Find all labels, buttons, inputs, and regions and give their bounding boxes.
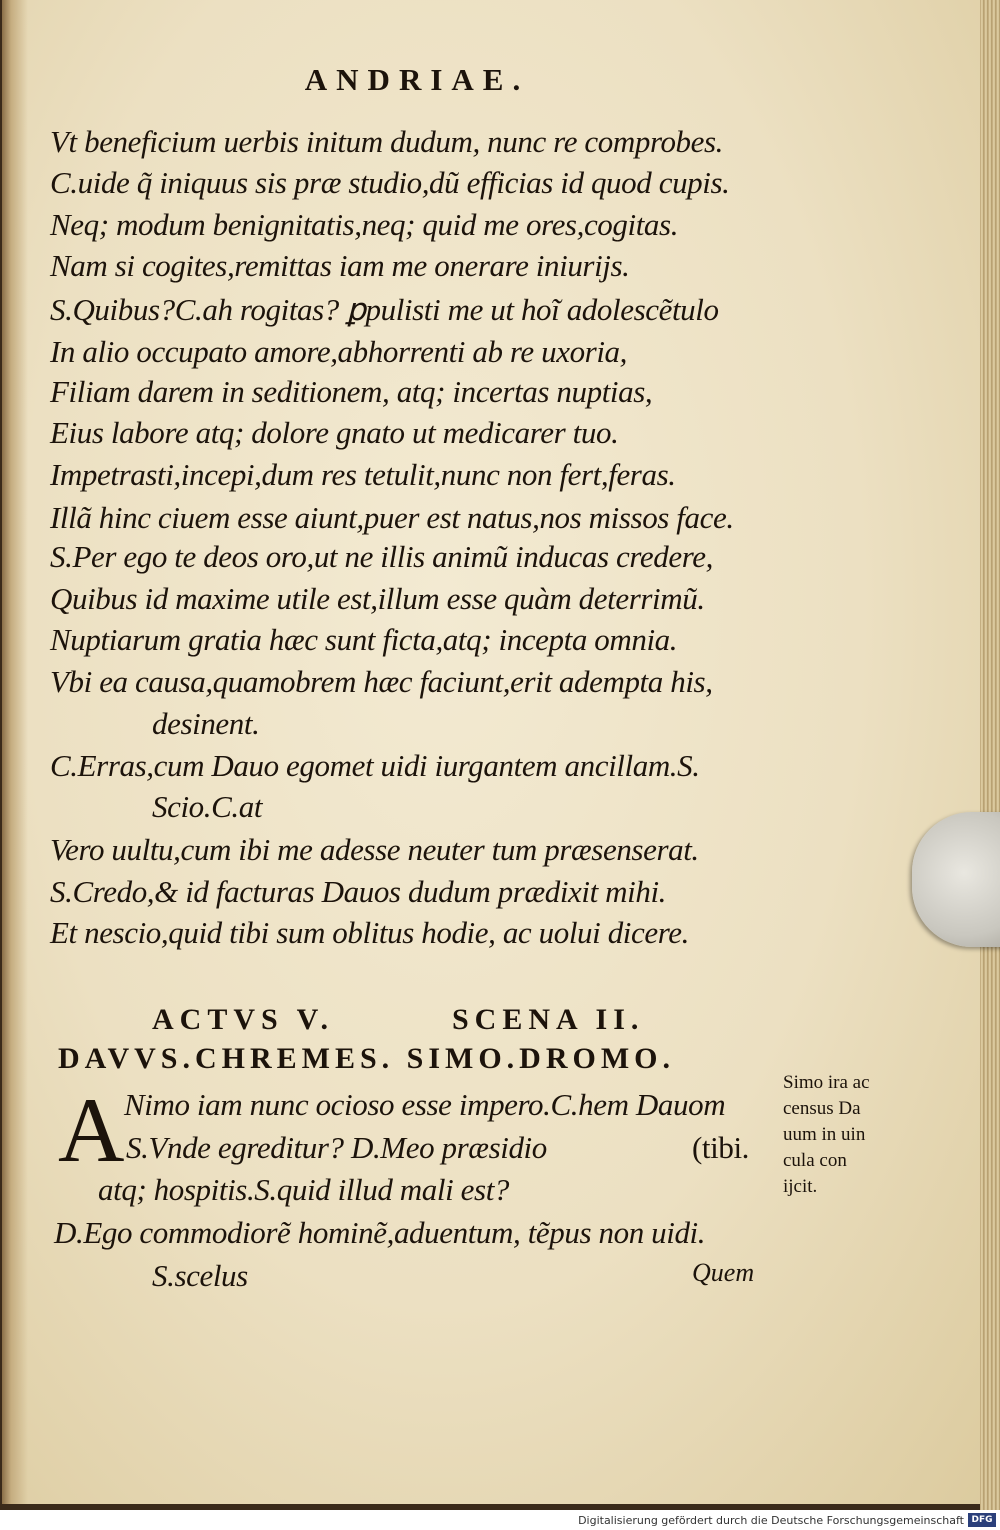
margin-note-line: uum in uin [783, 1124, 866, 1145]
text-line: C.Erras,cum Dauo egomet uidi iurgantem ancillam.S. [50, 748, 700, 783]
text-line: Nimo iam nunc ocioso esse impero.C.hem Dauom [124, 1087, 726, 1122]
margin-note [783, 1070, 870, 1200]
text-line: Illã hinc ciuem esse aiunt,puer est natus,nos missos face. [50, 500, 734, 535]
margin-note-line: cula con [783, 1150, 847, 1171]
text-line: In alio occupato amore,abhorrenti ab re uxoria, [50, 334, 628, 369]
dfg-logo: DFG [968, 1513, 996, 1527]
text-line: D.Ego commodiorẽ hominẽ,aduentum, tẽpus non uidi. [54, 1215, 706, 1250]
text-line: desinent. [152, 706, 260, 741]
margin-note-line: census Da [783, 1098, 861, 1119]
text-line: S.Per ego te deos oro,ut ne illis animũ inducas credere, [50, 539, 713, 574]
running-head: ANDRIAE. [304, 62, 530, 97]
text-line: Eius labore atq; dolore gnato ut medicarer tuo. [50, 415, 619, 450]
drop-cap: A [58, 1079, 125, 1181]
text-line: Nuptiarum gratia hæc sunt ficta,atq; incepta omnia. [50, 622, 678, 657]
text-line: Et nescio,quid tibi sum oblitus hodie, ac uolui dicere. [50, 915, 689, 950]
character-list: DAVVS.CHREMES. SIMO.DROMO. [58, 1042, 675, 1075]
text-line: Filiam darem in seditionem, atq; incertas nuptias, [50, 374, 653, 409]
text-line: Quibus id maxime utile est,illum esse quàm deterrimũ. [50, 581, 705, 616]
catchword: Quem [692, 1258, 755, 1287]
text-line: (tibi. [692, 1130, 750, 1165]
text-line: S.scelus [152, 1258, 248, 1293]
text-line: atq; hospitis.S.quid illud mali est? [98, 1172, 510, 1207]
text-line: Vero uultu,cum ibi me adesse neuter tum præsenserat. [50, 832, 699, 867]
text-line: S.Vnde egreditur? D.Meo præsidio [126, 1130, 547, 1165]
book-page [2, 0, 983, 1504]
text-line: Impetrasti,incepi,dum res tetulit,nunc non fert,feras. [50, 457, 676, 492]
text-line: Scio.C.at [152, 789, 263, 824]
page-gutter [2, 0, 28, 1504]
footer-bar [0, 1510, 1000, 1530]
margin-note-line: Simo ira ac [783, 1072, 870, 1093]
text-line: S.Quibus?C.ah rogitas? ꝑpulisti me ut hoĩ adolescẽtulo [50, 292, 719, 327]
funding-credit: Digitalisierung gefördert durch die Deutsche Forschungsgemeinschaft [578, 1514, 964, 1527]
text-line: Vbi ea causa,quamobrem hæc faciunt,erit adempta his, [50, 664, 713, 699]
text-line: Vt beneficium uerbis initum dudum, nunc re comprobes. [50, 124, 724, 159]
text-line: Neq; modum benignitatis,neq; quid me ores,cogitas. [50, 207, 679, 242]
text-line: C.uide q̃ iniquus sis præ studio,dũ efficias id quod cupis. [50, 165, 730, 200]
scene-heading: SCENA II. [452, 1003, 645, 1036]
page-edges [980, 0, 1000, 1510]
margin-note-line: ijcit. [783, 1176, 818, 1197]
act-heading: ACTVS V. [152, 1003, 334, 1036]
text-line: Nam si cogites,remittas iam me onerare iniurijs. [50, 248, 630, 283]
text-line: S.Credo,& id facturas Dauos dudum prædixit mihi. [50, 874, 667, 909]
